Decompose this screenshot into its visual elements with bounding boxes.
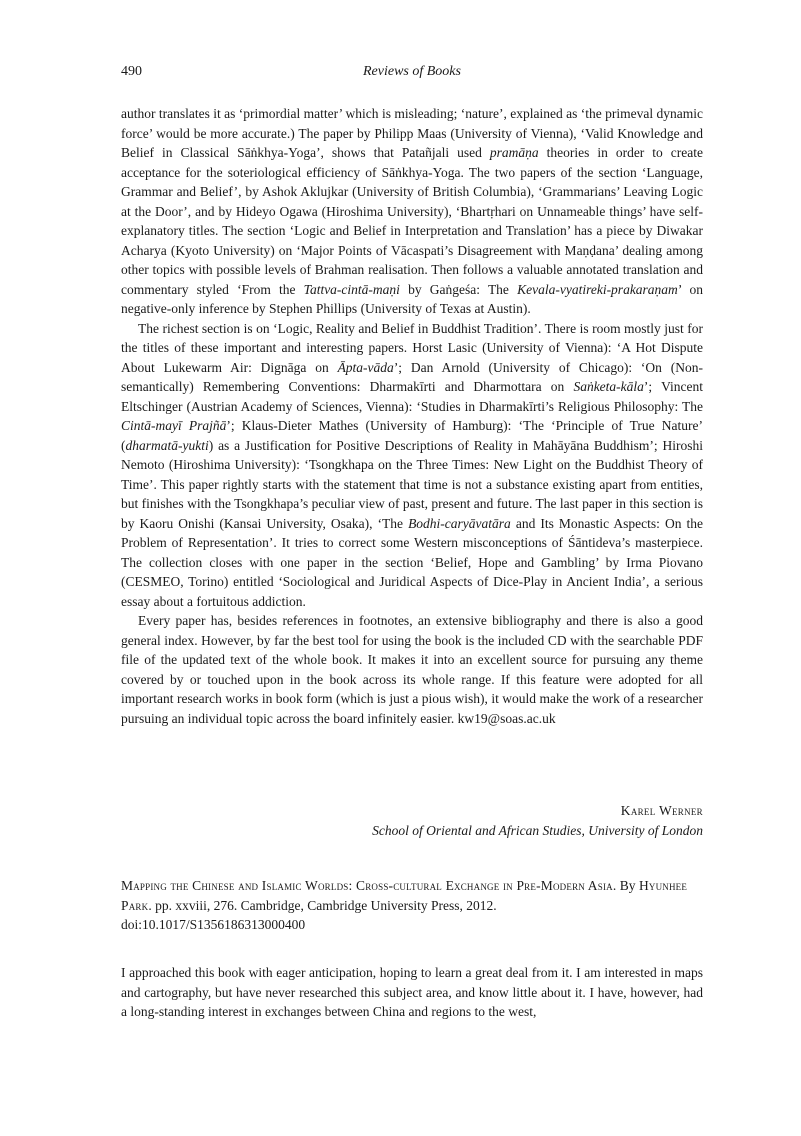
- italic-term: Kevala-vyatireki-prakaraṇam: [517, 281, 678, 297]
- italic-term: Āpta-vāda: [337, 359, 394, 375]
- book-citation: [121, 876, 703, 935]
- text-run: Every paper has, besides references in footnotes, an extensive bibliography and there is also a good general index. However, by far the best tool for using the book is the included CD with the searchable PDF file of the updated text of the whole book. It makes it into an excellent source for pursuing any theme covered by or touched upon in the book across its whole range. If this feature were adopted for all important research works in book form (which is just a pious wish), it would make the work of a researcher pursuing an individual topic across the board infinitely easier. kw19@soas.ac.uk: [121, 613, 703, 726]
- reviewer-name: Karel Werner: [620, 803, 703, 818]
- italic-term: Tattva-cintā-maṇi: [303, 281, 400, 297]
- paragraph-1: [121, 104, 703, 319]
- text-run: ’; Dan Arnold (University of Chicago): ‘On (Non-semantically) Remembering Conventions: Dharmakīrti and Dharmottara on: [121, 359, 703, 394]
- page-number: 490: [121, 64, 142, 79]
- text-run: ’; Klaus-Dieter Mathes (University of Hamburg): ‘The ‘Principle of True Nature’ (: [121, 418, 703, 453]
- text-run: and Its Monastic Aspects: On the Problem of Representation’. It tries to correct some Western misconceptions of Śāntideva’s masterpiece. The collection closes with one paper in the section ‘Belief, Hope and Gambling’ by Irma Piovano (CESMEO, Torino) entitled ‘Sociological and Juridical Aspects of Dice-Play in Ancient India’, a serious essay about a fortuitous addiction.: [121, 515, 703, 609]
- paragraph-3: [121, 611, 703, 728]
- text-run: The richest section is on ‘Logic, Reality and Belief in Buddhist Tradition’. There is room mostly just for the titles of these important and interesting papers. Horst Lasic (University of Vienna): ‘A Hot Dispute About Lukewarm Air: Dignāga on: [121, 320, 703, 375]
- book-details: . pp. xxviii, 276. Cambridge, Cambridge University Press, 2012.: [148, 897, 497, 913]
- journal-title: Reviews of Books: [363, 64, 461, 79]
- text-run: theories in order to create acceptance for the soteriological efficiency of Sāṅkhya-Yoga. The two papers of the section ‘Language, Grammar and Belief’, by Ashok Aklujkar (University of British Columbia), ‘Grammarians’ Leaving Logic at the Door’, and by Hideyo Ogawa (Hiroshima University), ‘Bhartṛhari on Unnameable things’ have self-explanatory titles. The section ‘Logic and Belief in Interpretation and Translation’ has a piece by Diwakar Acharya (Kyoto University) on ‘Major Points of Vācaspati’s Disagreement with Maṇḍana’ dealing among other topics with possible levels of Brahman realisation. Then follows a valuable annotated translation and commentary styled ‘From the: [121, 145, 703, 297]
- text-run: ’ on negative-only inference by Stephen Phillips (University of Texas at Austin).: [121, 281, 703, 316]
- book-author: Hyunhee Park: [121, 878, 688, 913]
- italic-term: Cintā-mayī Prajñā: [121, 418, 227, 433]
- book-doi: doi:10.1017/S1356186313000400: [121, 917, 306, 932]
- italic-term: pramāṇa: [489, 145, 539, 160]
- text-run: ’; Vincent Eltschinger (Austrian Academy of Sciences, Vienna): ‘Studies in Dharmakīrti’s Religious Philosophy: The: [121, 379, 703, 414]
- italic-term: Saṅketa-kāla: [573, 379, 644, 394]
- running-head: [121, 64, 703, 86]
- book-title: Mapping the Chinese and Islamic Worlds: Cross-cultural Exchange in Pre-Modern Asia.: [121, 878, 617, 893]
- text-run: author translates it as ‘primordial matter’ which is misleading; ‘nature’, explained as ‘the primeval dynamic force’ would be more accurate.) The paper by Philipp Maas (University of Vienna), ‘Valid Knowledge and Belief in Classical Sāṅkhya-Yoga’, shows that Patañjali used: [121, 106, 703, 160]
- reviewer-signature: [121, 801, 703, 841]
- citation-by: By: [616, 878, 639, 893]
- paragraph-4: [121, 963, 703, 1022]
- text-run: by Gaṅgeśa: The: [399, 281, 518, 297]
- next-review-body: [121, 963, 703, 1022]
- italic-term: dharmatā-yukti: [125, 437, 209, 453]
- text-run: I approached this book with eager anticipation, hoping to learn a great deal from it. I am interested in maps and cartography, but have never researched this subject area, and know little about it. I have, however, had a long-standing interest in exchanges between China and regions to the west,: [121, 965, 703, 1019]
- reviewer-affiliation: School of Oriental and African Studies, University of London: [372, 823, 703, 838]
- italic-term: Bodhi-caryāvatāra: [408, 515, 511, 531]
- review-body: [121, 104, 703, 728]
- paragraph-2: [121, 319, 703, 612]
- text-run: ) as a Justification for Positive Descriptions of Reality in Mahāyāna Buddhism’; Hiroshi Nemoto (Hiroshima University): ‘Tsongkhapa on the Three Times: New Light on the Buddhist Theory of Time’. This paper rightly starts with the statement that time is not a substance existing apart from entities, but finishes with the Tsongkhapa’s peculiar view of past, present and future. The last paper in this section is by Kaoru Onishi (Kansai University, Osaka), ‘The: [121, 437, 703, 531]
